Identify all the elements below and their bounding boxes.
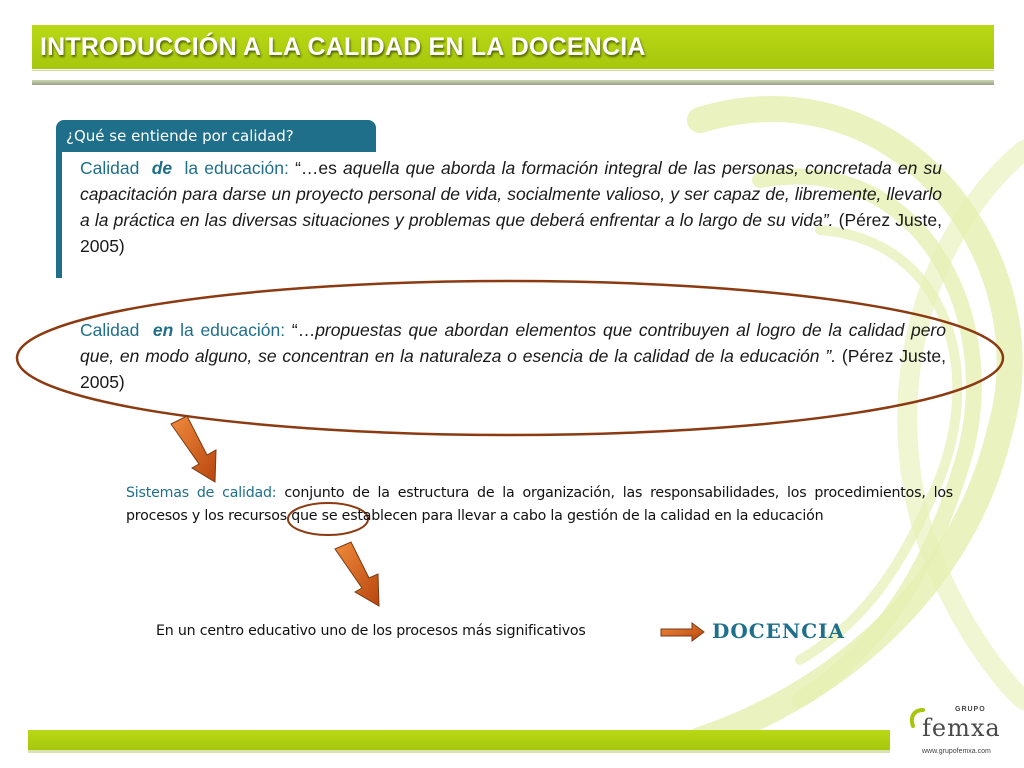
footer-bar [28,730,890,753]
sistemas-highlight: procesos [126,508,188,524]
definition-de-quote: aquella que aborda la formación integral de las personas, concretada en su capacitación para darse un proyecto personal de vida, socialmente valioso, y ser capaz de, libremente, llevarlo a la práctica en las diversas situaciones y problemas que deberá enfrentar a lo largo de su vida”. [80,158,942,230]
definition-en-quote: propuestas que abordan elementos que contribuyen al logro de la calidad pero que, en modo alguno, se concentran en la naturaleza o esencia de la calidad de la educación ”. [80,320,946,366]
sistemas-text-after: y los recursos que se establecen para llevar a cabo la gestión de la calidad en la educación [191,508,824,524]
definition-de-citation: (Pérez Juste, 2005) [80,210,942,256]
definition-en-label-end: la educación: [180,320,286,340]
arrow-right [661,623,704,641]
sistemas-label: Sistemas de calidad: [126,485,277,501]
conclusion-text: En un centro educativo uno de los procesos más significativos [156,623,586,639]
logo-url: www.grupofemxa.com [922,748,991,755]
docencia-result: DOCENCIA [712,619,845,643]
sistemas-text-before: conjunto de la estructura de la organización, las responsabilidades, los procedimientos, los [284,485,953,501]
slide-title: INTRODUCCIÓN A LA CALIDAD EN LA DOCENCIA [40,33,646,61]
arrow-down-2 [335,542,379,606]
logo-group-text: GRUPO [955,706,986,713]
definition-en-citation: (Pérez Juste, 2005) [80,346,946,392]
logo-name: femxa [922,714,1001,742]
definition-de-label-word: de [151,158,173,178]
definition-de-label-end: la educación: [184,158,289,178]
definition-de-quote-open: “…es [295,158,337,178]
definition-en-label-word: en [152,320,174,340]
question-tab: ¿Qué se entiende por calidad? [56,120,376,152]
definition-en-quote-open: “… [291,320,316,340]
arrow-down-1 [171,416,216,482]
sistemas-paragraph [126,482,953,528]
definition-de-label-start: Calidad [80,158,140,178]
definition-en-label-start: Calidad [80,320,140,340]
